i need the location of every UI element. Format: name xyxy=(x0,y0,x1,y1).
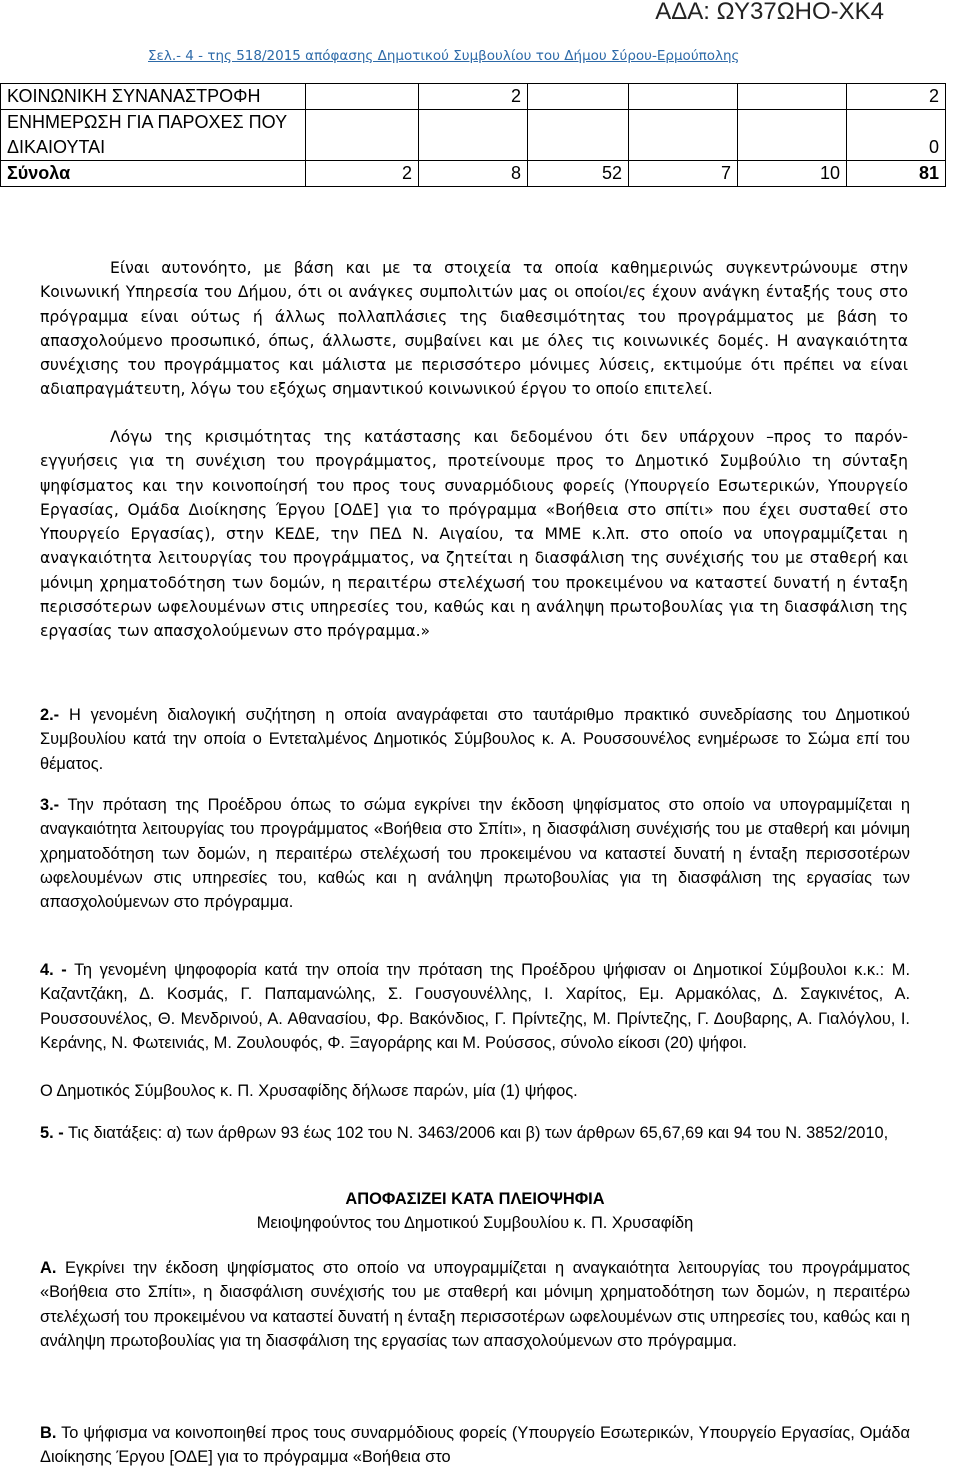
cell: 0 xyxy=(847,110,946,161)
paragraph-criticality: Λόγω της κρισιμότητας της κατάστασης και δεδομένου ότι δεν υπάρχουν –προς το παρόν- εγγυήσεις για τη συνέχιση του προγράμματος, προτείνουμε προς το Δημοτικό Συμβούλιο τη σύνταξη ψηφίσματος και την κοινοποίησή του προς τους συναρμόδιους φορείς (Υπουργείο Εσωτερικών, Υπουργείο Εργασίας, Ομάδα Διοίκησης Έργου [ΟΔΕ] για το πρόγραμμα «Βοήθεια στο σπίτι» που έχει συσταθεί στο Υπουργείο Εργασίας), στην ΚΕΔΕ, την ΠΕΔ Ν. Αιγαίου, τα ΜΜΕ κ.λπ. στο οποίο να υπογραμμίζεται η αναγκαιότητα λειτουργίας του προγράμματος, να ζητείται η διασφάλιση της συνέχισής του με σταθερή και μόνιμη χρηματοδότηση των δομών, η περαιτέρω στελέχωσή του προκειμένου να καταστεί δυνατή η ένταξη περισσότερων ωφελουμένων στις υπηρεσίες του, καθώς και η ανάληψη πρωτοβουλίας για τη διασφάλιση της εργασίας των απασχολούμενων στο πρόγραμμα.» xyxy=(40,428,908,641)
cell: 2 xyxy=(847,84,946,110)
total-label: Σύνολα xyxy=(1,161,306,187)
item-5: 5. - Τις διατάξεις: α) των άρθρων 93 έως 102 του Ν. 3463/2006 και β) των άρθρων 65,67,69 και 94 του Ν. 3852/2010, xyxy=(40,1124,889,1142)
cell: 52 xyxy=(528,161,629,187)
item-4-abstain: Ο Δημοτικός Σύμβουλος κ. Π. Χρυσαφίδης δήλωσε παρών, μία (1) ψήφος. xyxy=(40,1082,578,1100)
summary-table xyxy=(0,83,946,187)
decision-subtitle: Μειοψηφούντος του Δημοτικού Συμβουλίου κ. Π. Χρυσαφίδη xyxy=(256,1214,694,1232)
cell xyxy=(528,84,629,110)
row-label: ΕΝΗΜΕΡΩΣΗ ΓΙΑ ΠΑΡΟΧΕΣ ΠΟΥ ΔΙΚΑΙΟΥΤΑΙ xyxy=(1,110,306,161)
cell xyxy=(629,110,738,161)
item-2: 2.- Η γενομένη διαλογική συζήτηση η οποία αναγράφεται στο ταυτάριθμο πρακτικό συνεδρίασης του Δημοτικού Συμβουλίου κατά την οποία ο Εντεταλμένος Δημοτικός Σύμβουλος κ. Α. Ρουσσουνέλος ενημέρωσε το Σώμα επί του θέματος. xyxy=(40,706,910,773)
cell xyxy=(528,110,629,161)
cell: 2 xyxy=(419,84,528,110)
cell xyxy=(738,110,847,161)
decision-a: Α. Εγκρίνει την έκδοση ψηφίσματος στο οποίο να υπογραμμίζεται η αναγκαιότητα λειτουργίας του προγράμματος «Βοήθεια στο Σπίτι», η διασφάλιση συνέχισής του με σταθερή και μόνιμη χρηματοδότηση των δομών, η περαιτέρω στελέχωσή του προκειμένου να καταστεί δυνατή η ένταξη περισσοτέρων ωφελουμένων στις υπηρεσίες του, καθώς και η ανάληψη πρωτοβουλίας για τη διασφάλιση της εργασίας των απασχολούμενων στο πρόγραμμα. xyxy=(40,1259,910,1350)
cell xyxy=(306,84,419,110)
cell xyxy=(629,84,738,110)
row-label: ΚΟΙΝΩΝΙΚΗ ΣΥΝΑΝΑΣΤΡΟΦΗ xyxy=(1,84,306,110)
cell: 7 xyxy=(629,161,738,187)
cell: 10 xyxy=(738,161,847,187)
cell-grand-total: 81 xyxy=(847,161,946,187)
cell xyxy=(306,110,419,161)
table-row xyxy=(1,84,946,110)
paragraph-necessity: Είναι αυτονόητο, με βάση και με τα στοιχεία τα οποία καθημερινώς συγκεντρώνουμε στην Κοινωνική Υπηρεσία του Δήμου, ότι οι ανάγκες συμπολιτών μας οι οποίοι/ες έχουν ανάγκη ένταξής τους στο πρόγραμμα είναι ούτως ή άλλως πολλαπλάσιες της διαθεσιμότητας του προγράμματος με βάση το απασχολούμενο προσωπικό, όπως, άλλωστε, συμβαίνει και με όλες τις κοινωνικές δομές. Η αναγκαιότητα συνέχισης του προγράμματος και μάλιστα με περισσότερο μόνιμες λύσεις, εκτιμούμε ότι πρέπει να είναι αδιαπραγμάτευτη, λόγω του εξόχως σημαντικού κοινωνικού έργου το οποίο επιτελεί. xyxy=(40,259,908,399)
page-header: Σελ.- 4 - της 518/2015 απόφασης Δημοτικού Συμβουλίου του Δήμου Σύρου-Ερμούπολης xyxy=(148,48,740,64)
decision-title: ΑΠΟΦΑΣΙΖΕΙ ΚΑΤΑ ΠΛΕΙΟΨΗΦΙΑ xyxy=(345,1190,605,1208)
cell xyxy=(738,84,847,110)
item-4: 4. - Τη γενομένη ψηφοφορία κατά την οποία την πρόταση της Προέδρου ψήφισαν οι Δημοτικοί Σύμβουλοι κ.κ.: Μ. Καζαντζάκη, Δ. Κοσμάς, Γ. Παπαμανώλης, Σ. Γουσγουνέλλης, Ι. Χαρίτος, Εμ. Αρμακόλας, Δ. Σαγκινέτος, Α. Ρουσσουνέλος, Θ. Μενδρινού, Α. Αθανασίου, Φρ. Βακόνδιος, Γ. Πρίντεζης, Μ. Πρίντεζης, Γ. Δουβαρης, Α. Γιαλόγλου, Ι. Κεράνης, Ν. Φωτεινιάς, Μ. Ζουλουφός, Φ. Ξαγοράρης και Μ. Ρούσσος, σύνολο είκοσι (20) ψήφοι. xyxy=(40,961,911,1052)
cell: 8 xyxy=(419,161,528,187)
cell xyxy=(419,110,528,161)
table-row-total xyxy=(1,161,946,187)
decision-b: Β. Το ψήφισμα να κοινοποιηθεί προς τους συναρμόδιους φορείς (Υπουργείο Εσωτερικών, Υπουργείο Εργασίας, Ομάδα Διοίκησης Έργου [ΟΔΕ] για το πρόγραμμα «Βοήθεια στο xyxy=(40,1424,910,1467)
table-row xyxy=(1,110,946,161)
cell: 2 xyxy=(306,161,419,187)
ada-code: ΑΔΑ: ΩΥ37ΩΗΟ-ΧΚ4 xyxy=(655,0,884,25)
item-3: 3.- Την πρόταση της Προέδρου όπως το σώμα εγκρίνει την έκδοση ψηφίσματος στο οποίο να υπογραμμίζεται η αναγκαιότητα λειτουργίας του προγράμματος «Βοήθεια στο Σπίτι», η διασφάλιση συνέχισής του με σταθερή και μόνιμη χρηματοδότηση των δομών, η περαιτέρω στελέχωσή του προκειμένου να καταστεί δυνατή η ένταξη περισσοτέρων ωφελουμένων στις υπηρεσίες του, καθώς και η ανάληψη πρωτοβουλίας για τη διασφάλιση της εργασίας των απασχολούμενων στο πρόγραμμα. xyxy=(40,796,910,912)
